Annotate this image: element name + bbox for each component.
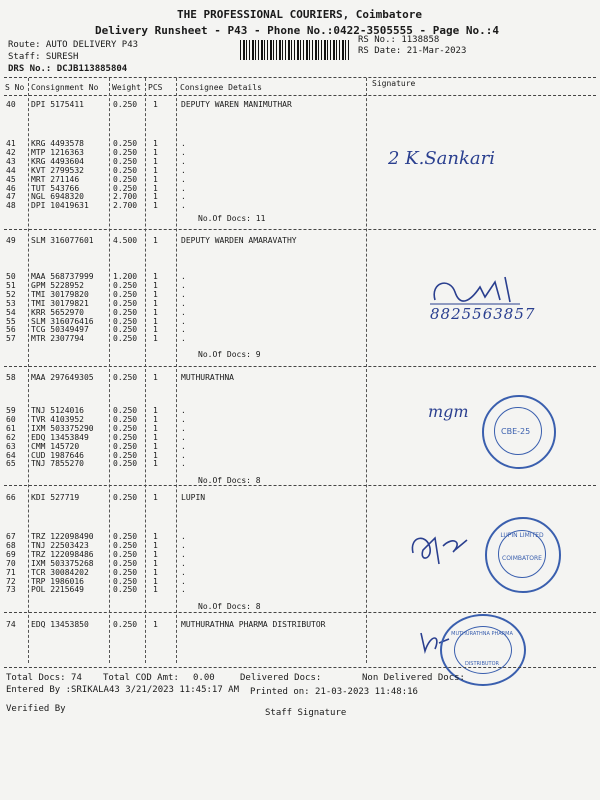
cell-sno: 70	[6, 559, 16, 568]
entered-by: Entered By :SRIKALA43 3/21/2023 11:45:17 AM	[6, 685, 239, 695]
cell-sno: 43	[6, 157, 16, 166]
cell-sno: 47	[6, 192, 16, 201]
cell-consignee-blank: .	[181, 317, 186, 326]
cell-sno: 66	[6, 493, 16, 502]
cell-sno: 40	[6, 100, 16, 109]
col-sno: S No	[5, 83, 25, 92]
cell-consignment: MAA 568737999	[31, 272, 94, 281]
cell-pcs: 1	[153, 406, 158, 415]
cell-consignee-blank: .	[181, 459, 186, 468]
cell-sno: 59	[6, 406, 16, 415]
cell-consignee-blank: .	[181, 299, 186, 308]
group-separator	[4, 229, 596, 230]
cell-pcs: 1	[153, 442, 158, 451]
cell-sno: 50	[6, 272, 16, 281]
cell-consignment: TUT 543766	[31, 184, 80, 193]
cell-pcs: 1	[153, 451, 158, 460]
cell-pcs: 1	[153, 559, 158, 568]
cell-weight: 0.250	[113, 568, 138, 577]
company-name: THE PROFESSIONAL COURIERS, Coimbatore	[177, 8, 423, 21]
cell-consignee: MUTHURATHNA PHARMA DISTRIBUTOR	[181, 620, 326, 629]
cell-sno: 73	[6, 585, 16, 594]
cell-pcs: 1	[153, 175, 158, 184]
cell-pcs: 1	[153, 424, 158, 433]
cell-consignee-blank: .	[181, 568, 186, 577]
cell-weight: 0.250	[113, 308, 138, 317]
cell-pcs: 1	[153, 148, 158, 157]
cell-consignee-blank: .	[181, 424, 186, 433]
cell-pcs: 1	[153, 290, 158, 299]
table-row	[0, 334, 366, 344]
cell-consignment: SLM 316076416	[31, 317, 94, 326]
drs-number: DRS No.: DCJB113885804	[8, 64, 128, 74]
cell-consignee-blank: .	[181, 406, 186, 415]
col-signature: Signature	[372, 79, 416, 88]
cell-pcs: 1	[153, 166, 158, 175]
cell-weight: 0.250	[113, 290, 138, 299]
cell-consignee-blank: .	[181, 415, 186, 424]
docs-count: No.Of Docs: 8	[198, 476, 261, 485]
cell-sno: 54	[6, 308, 16, 317]
cell-consignment: TMI 30179821	[31, 299, 89, 308]
cell-weight: 0.250	[113, 334, 138, 343]
cell-consignment: TNJ 7855270	[31, 459, 84, 468]
cell-consignment: TNJ 22503423	[31, 541, 89, 550]
cell-weight: 0.250	[113, 317, 138, 326]
cell-pcs: 1	[153, 334, 158, 343]
cell-consignee-blank: .	[181, 157, 186, 166]
table-row	[0, 620, 366, 630]
delivered-docs: Delivered Docs:	[240, 673, 322, 683]
group-separator	[4, 612, 596, 613]
cell-sno: 58	[6, 373, 16, 382]
cell-consignment: KRG 4493604	[31, 157, 84, 166]
verified-by: Verified By	[6, 704, 66, 714]
cell-consignee-blank: .	[181, 585, 186, 594]
cell-consignee-blank: .	[181, 577, 186, 586]
cell-weight: 0.250	[113, 451, 138, 460]
cell-consignee-blank: .	[181, 290, 186, 299]
cell-sno: 56	[6, 325, 16, 334]
cell-pcs: 1	[153, 308, 158, 317]
cell-pcs: 1	[153, 568, 158, 577]
rs-date: RS Date: 21-Mar-2023	[358, 46, 467, 56]
cell-consignment: TVR 4103952	[31, 415, 84, 424]
cell-weight: 0.250	[113, 585, 138, 594]
table-header-rule	[4, 95, 596, 96]
cell-consignee: MUTHURATHNA	[181, 373, 234, 382]
cell-weight: 0.250	[113, 148, 138, 157]
cell-consignee-blank: .	[181, 148, 186, 157]
cell-pcs: 1	[153, 373, 158, 382]
cell-weight: 0.250	[113, 493, 138, 502]
cell-consignment: KRR 5652970	[31, 308, 84, 317]
stamp-lupin: LUPIN LIMITED COIMBATORE	[485, 517, 561, 593]
cell-pcs: 1	[153, 272, 158, 281]
cell-pcs: 1	[153, 415, 158, 424]
cell-consignment: GPM 5228952	[31, 281, 84, 290]
cell-consignee: DEPUTY WAREN MANIMUTHAR	[181, 100, 292, 109]
cell-consignment: TCG 50349497	[31, 325, 89, 334]
cell-weight: 0.250	[113, 532, 138, 541]
cell-consignee-blank: .	[181, 201, 186, 210]
cell-consignment: IXM 503375290	[31, 424, 94, 433]
table-row	[0, 459, 366, 469]
cell-sno: 67	[6, 532, 16, 541]
table-row	[0, 236, 366, 246]
cell-weight: 0.250	[113, 459, 138, 468]
table-row	[0, 493, 366, 503]
cell-consignee-blank: .	[181, 166, 186, 175]
docs-count: No.Of Docs: 11	[198, 214, 266, 223]
cell-weight: 0.250	[113, 415, 138, 424]
table-row	[0, 373, 366, 383]
cell-consignment: EDQ 13453849	[31, 433, 89, 442]
cell-weight: 0.250	[113, 442, 138, 451]
table-top-rule	[4, 77, 596, 78]
cell-consignee-blank: .	[181, 550, 186, 559]
cell-consignee-blank: .	[181, 272, 186, 281]
cell-weight: 0.250	[113, 559, 138, 568]
non-delivered-docs: Non Delivered Docs:	[362, 673, 465, 683]
cell-sno: 72	[6, 577, 16, 586]
cell-sno: 57	[6, 334, 16, 343]
docs-count: No.Of Docs: 9	[198, 350, 261, 359]
route-label: Route: AUTO DELIVERY P43	[8, 40, 139, 50]
cell-pcs: 1	[153, 317, 158, 326]
cell-consignment: TRZ 122098486	[31, 550, 94, 559]
cell-consignment: DPI 5175411	[31, 100, 84, 109]
cell-sno: 45	[6, 175, 16, 184]
total-cod-label: Total COD Amt:	[103, 673, 179, 683]
cell-weight: 0.250	[113, 166, 138, 175]
cell-pcs: 1	[153, 620, 158, 629]
docs-count: No.Of Docs: 8	[198, 602, 261, 611]
signature-group-1: 2 K.Sankari	[388, 148, 495, 169]
cell-consignee-blank: .	[181, 281, 186, 290]
cell-consignment: TRP 1986016	[31, 577, 84, 586]
cell-weight: 0.250	[113, 424, 138, 433]
cell-consignee-blank: .	[181, 541, 186, 550]
cell-consignment: TCR 30084202	[31, 568, 89, 577]
col-consignee: Consignee Details	[180, 83, 262, 92]
cell-consignee-blank: .	[181, 139, 186, 148]
signature-scribble-group-4	[405, 528, 475, 568]
col-consignment: Consignment No	[31, 83, 99, 92]
cell-sno: 63	[6, 442, 16, 451]
cell-pcs: 1	[153, 236, 158, 245]
cell-weight: 0.250	[113, 620, 138, 629]
cell-weight: 0.250	[113, 577, 138, 586]
cell-sno: 51	[6, 281, 16, 290]
cell-consignment: DPI 10419631	[31, 201, 89, 210]
printed-on: Printed on: 21-03-2023 11:48:16	[250, 687, 418, 697]
cell-consignment: SLM 316077601	[31, 236, 94, 245]
cell-sno: 61	[6, 424, 16, 433]
cell-pcs: 1	[153, 201, 158, 210]
signature-group-3: mgm	[428, 402, 469, 421]
cell-consignee-blank: .	[181, 192, 186, 201]
cell-sno: 68	[6, 541, 16, 550]
cell-weight: 0.250	[113, 541, 138, 550]
cell-sno: 74	[6, 620, 16, 629]
cell-weight: 0.250	[113, 550, 138, 559]
cell-consignee-blank: .	[181, 559, 186, 568]
cell-consignment: TMI 30179820	[31, 290, 89, 299]
staff-label: Staff: SURESH	[8, 52, 79, 62]
cell-consignment: CUD 1987646	[31, 451, 84, 460]
staff-signature: Staff Signature	[265, 708, 347, 718]
rs-number: RS No.: 1138858	[358, 35, 440, 45]
cell-sno: 48	[6, 201, 16, 210]
cell-pcs: 1	[153, 100, 158, 109]
footer-rule	[4, 667, 596, 668]
cell-weight: 0.250	[113, 157, 138, 166]
group-separator	[4, 485, 596, 486]
cell-sno: 49	[6, 236, 16, 245]
cell-consignee-blank: .	[181, 442, 186, 451]
runsheet-title: Delivery Runsheet - P43 - Phone No.:0422-3505555 - Page No.:4	[95, 24, 499, 37]
table-row	[0, 100, 366, 110]
cell-sno: 62	[6, 433, 16, 442]
cell-weight: 2.700	[113, 201, 138, 210]
cell-weight: 2.700	[113, 192, 138, 201]
cell-sno: 55	[6, 317, 16, 326]
cell-consignment: KRG 4493578	[31, 139, 84, 148]
cell-pcs: 1	[153, 532, 158, 541]
cell-consignment: MAA 297649305	[31, 373, 94, 382]
cell-pcs: 1	[153, 184, 158, 193]
cell-consignee: DEPUTY WARDEN AMARAVATHY	[181, 236, 297, 245]
cell-sno: 60	[6, 415, 16, 424]
cell-consignee-blank: .	[181, 308, 186, 317]
cell-consignment: MRT 271146	[31, 175, 80, 184]
col-rule	[366, 78, 367, 663]
cell-consignee-blank: .	[181, 334, 186, 343]
cell-consignment: TNJ 5124016	[31, 406, 84, 415]
cell-consignee-blank: .	[181, 184, 186, 193]
cell-sno: 44	[6, 166, 16, 175]
cell-pcs: 1	[153, 550, 158, 559]
cell-weight: 0.250	[113, 100, 138, 109]
barcode	[240, 40, 350, 60]
cell-weight: 0.250	[113, 373, 138, 382]
cell-pcs: 1	[153, 577, 158, 586]
cell-weight: 0.250	[113, 433, 138, 442]
stamp-muthurathna-1: CBE-25	[482, 395, 556, 469]
cell-weight: 0.250	[113, 299, 138, 308]
cell-weight: 4.500	[113, 236, 138, 245]
cell-consignment: MTR 2307794	[31, 334, 84, 343]
cell-pcs: 1	[153, 493, 158, 502]
cell-pcs: 1	[153, 325, 158, 334]
cell-consignment: NGL 6948320	[31, 192, 84, 201]
cell-sno: 69	[6, 550, 16, 559]
cell-consignee-blank: .	[181, 532, 186, 541]
cell-sno: 52	[6, 290, 16, 299]
cell-consignment: TRZ 122098490	[31, 532, 94, 541]
cell-pcs: 1	[153, 157, 158, 166]
cell-pcs: 1	[153, 299, 158, 308]
cell-sno: 53	[6, 299, 16, 308]
cell-consignment: EDQ 13453850	[31, 620, 89, 629]
cell-sno: 46	[6, 184, 16, 193]
cell-weight: 0.250	[113, 406, 138, 415]
cell-pcs: 1	[153, 585, 158, 594]
cell-pcs: 1	[153, 433, 158, 442]
stamp-muthurathna-2: MUTHURATHNA PHARMA DISTRIBUTOR	[440, 614, 526, 686]
group-separator	[4, 366, 596, 367]
cell-consignee-blank: .	[181, 175, 186, 184]
cell-weight: 1.200	[113, 272, 138, 281]
cell-weight: 0.250	[113, 325, 138, 334]
cell-sno: 71	[6, 568, 16, 577]
table-row	[0, 585, 366, 595]
cell-pcs: 1	[153, 459, 158, 468]
cell-consignee-blank: .	[181, 433, 186, 442]
col-pcs: PCS	[148, 83, 163, 92]
cell-pcs: 1	[153, 281, 158, 290]
cell-sno: 42	[6, 148, 16, 157]
cell-consignee-blank: .	[181, 325, 186, 334]
cell-pcs: 1	[153, 139, 158, 148]
cell-pcs: 1	[153, 192, 158, 201]
cell-consignment: KVT 2799532	[31, 166, 84, 175]
cell-weight: 0.250	[113, 281, 138, 290]
cell-weight: 0.250	[113, 139, 138, 148]
table-row	[0, 201, 366, 211]
cell-consignee: LUPIN	[181, 493, 206, 502]
cell-consignment: MTP 1216363	[31, 148, 84, 157]
cell-consignment: CMM 145720	[31, 442, 80, 451]
cell-consignee-blank: .	[181, 451, 186, 460]
total-docs: Total Docs: 74	[6, 673, 82, 683]
total-cod-value: 0.00	[193, 673, 215, 683]
cell-weight: 0.250	[113, 175, 138, 184]
signature-phone-group-2: 8825563857	[430, 305, 536, 323]
cell-sno: 64	[6, 451, 16, 460]
cell-sno: 65	[6, 459, 16, 468]
col-weight: Weight	[112, 83, 141, 92]
cell-consignment: KDI 527719	[31, 493, 80, 502]
cell-sno: 41	[6, 139, 16, 148]
cell-pcs: 1	[153, 541, 158, 550]
cell-consignment: POL 2215649	[31, 585, 84, 594]
cell-consignment: IXM 503375268	[31, 559, 94, 568]
cell-weight: 0.250	[113, 184, 138, 193]
